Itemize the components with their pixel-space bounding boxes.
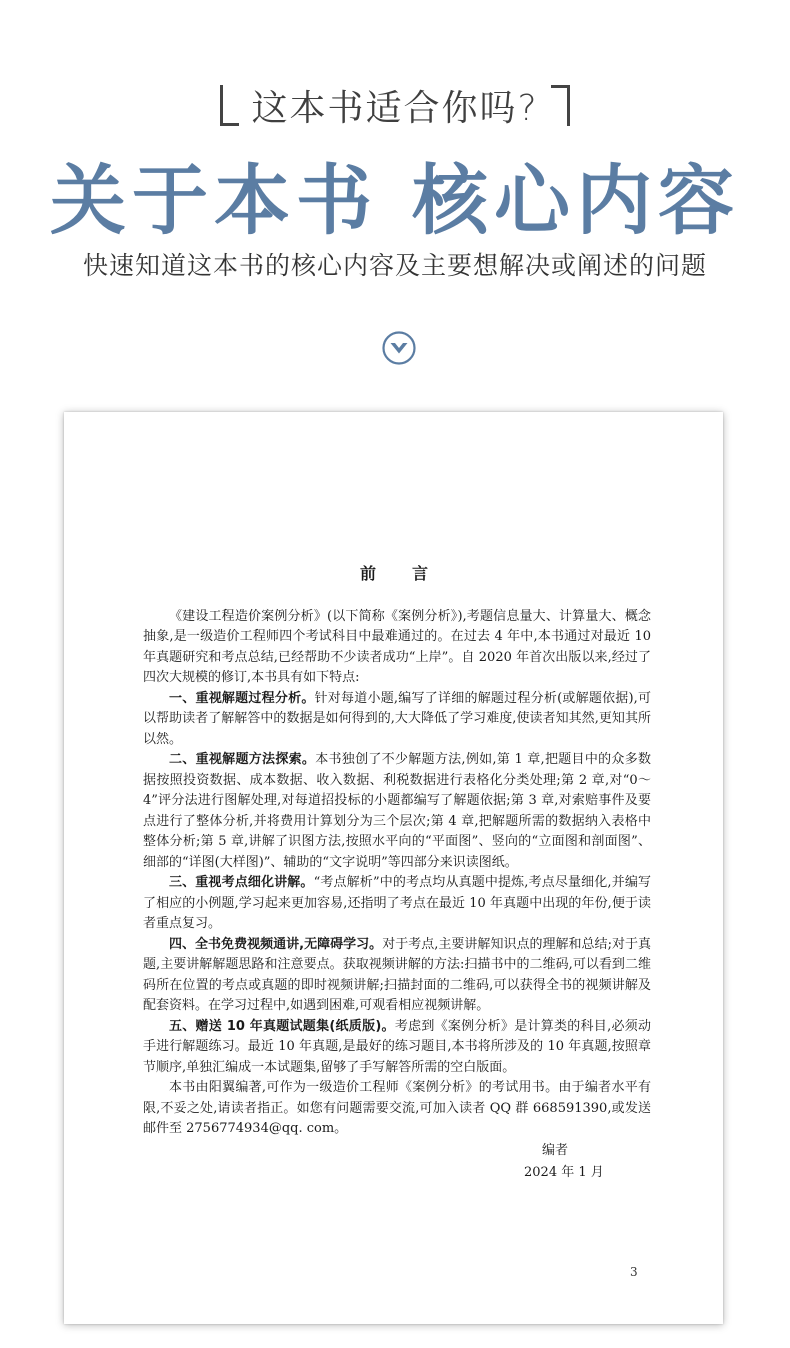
intro-paragraph: 《建设工程造价案例分析》(以下简称《案例分析》),考题信息量大、计算量大、概念抽象,是一级造价工程师四个考试科目中最难通过的。在过去 4 年中,本书通过对最近 10 年真题研究和考点总结,已经帮助不少读者成功“上岸”。自 2020 年首次出版以来,经过了四次大规模的修订,本书具有如下特点: [143,608,651,685]
feature-paragraph [143,1017,651,1079]
feature-paragraph [143,750,651,873]
feature-title: 一、重视解题过程分析。 [169,690,315,706]
closing-paragraph: 本书由阳翼编著,可作为一级造价工程师《案例分析》的考试用书。由于编者水平有限,不妥之处,请读者指正。如您有问题需要交流,可加入读者 QQ 群 668591390,或发送邮件至 2756774934@qq. com。 [143,1080,651,1136]
main-title [0,140,790,249]
signature: 编者 [542,1143,569,1158]
date: 2024 年 1 月 [524,1165,604,1180]
right-bracket-icon [551,85,570,126]
feature-title: 四、全书免费视频通讲,无障碍学习。 [169,936,383,952]
feature-text: 针对每道小题,编写了详细的解题过程分析(或解题依据),可以帮助读者了解解答中的数据是如何得到的,大大降低了学习难度,使读者知其然,更知其所以然。 [143,690,651,747]
feature-title: 二、重视解题方法探索。 [169,752,316,767]
feature-text: 考虑到《案例分析》是计算类的科目,必须动手进行解题练习。最近 10 年真题,是最好的练习题目,本书将所涉及的 10 年真题,按照章节顺序,单独汇编成一本试题集,留够了手写解答所需的空白版面。 [143,1018,651,1075]
chevron-down-circle-icon[interactable] [381,330,417,366]
feature-paragraph [143,689,651,751]
feature-text: 对于考点,主要讲解知识点的理解和总结;对于真题,主要讲解解题思路和注意要点。获取视频讲解的方法:扫描书中的二维码,可以看到二维码所在位置的考点或真题的即时视频讲解;扫描封面的二维码,可以获得全书的视频讲解及配套资料。在学习过程中,如遇到困难,可观看相应视频讲解。 [143,936,651,1013]
page-content [143,564,651,1140]
book-page [64,412,723,1324]
feature-paragraph [143,935,651,1017]
bracket-title [0,80,790,131]
feature-text: 本书独创了不少解题方法,例如,第 1 章,把题目中的众多数据按照投资数据、成本数据、收入数据、利税数据进行表格化分类处理;第 2 章,对“0～4”评分法进行图解处理,对每道招投标的小题都编写了解题依据;第 3 章,对索赔事件及要点进行了整体分析,并将费用计算划分为三个层次;第 4 章,把解题所需的数据纳入表格中整体分析;第 5 章,讲解了识图方法,按照水平向的“平面图”、竖向的“立面图和剖面图”、细部的“详图(大样图)”、辅助的“文字说明”等四部分来识读图纸。 [143,752,651,870]
subtitle: 快速知道这本书的核心内容及主要想解决或阐述的问题 [82,251,707,280]
main-title-part2: 核心内容 [412,156,740,245]
feature-paragraph [143,873,651,935]
feature-text: “考点解析”中的考点均从真题中提炼,考点尽量细化,并编写了相应的小例题,学习起来更加容易,还指明了考点在最近 10 年真题中出现的年份,便于读者重点复习。 [143,875,651,931]
intro-banner [0,0,790,400]
feature-title: 三、重视考点细化讲解。 [169,875,314,890]
page-number: 3 [630,1265,638,1279]
bracket-title-text: 这本书适合你吗? [251,88,539,129]
left-bracket-icon [220,85,239,126]
main-title-part1: 关于本书 [50,156,378,245]
page-heading: 前言 [359,564,464,583]
signature-block [524,1140,604,1184]
feature-title: 五、赠送 10 年真题试题集(纸质版)。 [169,1018,395,1034]
